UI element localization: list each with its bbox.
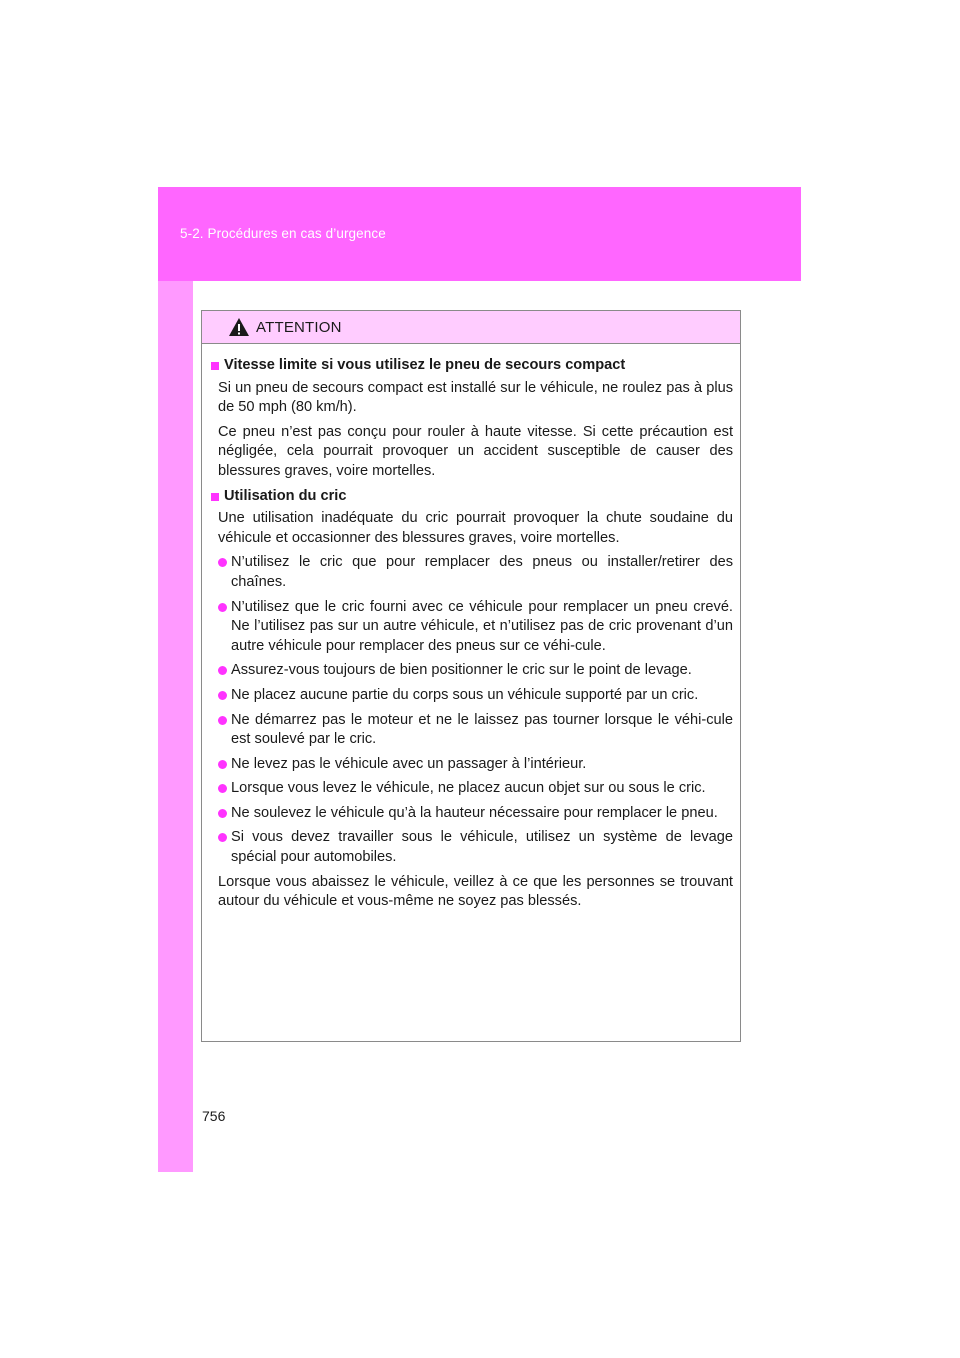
paragraph: Une utilisation inadéquate du cric pourrait provoquer la chute soudaine du véhicule et occasionner des blessures graves, voire mortelles. [218,510,733,546]
list-item-text: N’utilisez que le cric fourni avec ce véhicule pour remplacer un pneu crevé. Ne l’utilisez pas sur un autre véhicule, et n’utilisez pas de cric provenant d’un autre véhicule pour remplacer des pneus sur ce véhi-cule. [231,598,733,654]
caution-header [202,311,740,344]
list-item [211,661,733,681]
side-margin-band [158,281,193,1172]
warning-icon [228,317,250,337]
page-number: 756 [202,1108,226,1124]
list-item [211,711,733,750]
list-item [211,804,733,824]
list-item-text: Lorsque vous levez le véhicule, ne placez aucun objet sur ou sous le cric. [231,780,706,797]
circle-bullet-icon [218,784,227,793]
circle-bullet-icon [218,666,227,675]
list-item [211,686,733,706]
section-heading [211,487,733,507]
section-heading [211,356,733,376]
paragraph: Lorsque vous abaissez le véhicule, veillez à ce que les personnes se trouvant autour du véhicule et vous-même ne soyez pas blessés. [218,873,733,910]
list-item [211,779,733,799]
circle-bullet-icon [218,691,227,700]
circle-bullet-icon [218,809,227,818]
circle-bullet-icon [218,833,227,842]
caution-label: ATTENTION [256,318,342,336]
list-item-text: Ne démarrez pas le moteur et ne le laissez pas tourner lorsque le véhi-cule est soulevé par le cric. [231,711,733,748]
square-bullet-icon [211,362,219,370]
paragraph: Si un pneu de secours compact est installé sur le véhicule, ne roulez pas à plus de 50 mph (80 km/h). [218,379,733,416]
list-item [211,755,733,775]
list-item [211,598,733,657]
list-item [211,828,733,867]
heading-text: Utilisation du cric [224,487,347,504]
list-item-text: Ne soulevez le véhicule qu’à la hauteur nécessaire pour remplacer le pneu. [231,804,718,821]
caution-body [202,344,740,912]
circle-bullet-icon [218,558,227,567]
caution-box [201,310,741,1042]
paragraph: Ce pneu n’est pas conçu pour rouler à haute vitesse. Si cette précaution est négligée, cela pourrait provoquer un accident susceptible de causer des blessures graves, voire mortelles. [218,423,733,479]
circle-bullet-icon [218,716,227,725]
list-item-text: Si vous devez travailler sous le véhicule, utilisez un système de levage spécial pour automobiles. [231,829,733,866]
circle-bullet-icon [218,760,227,769]
list-item-text: Ne levez pas le véhicule avec un passager à l’intérieur. [231,755,587,772]
list-item-text: Ne placez aucune partie du corps sous un véhicule supporté par un cric. [231,686,699,703]
square-bullet-icon [211,493,219,501]
list-item [211,553,733,592]
list-item-text: Assurez-vous toujours de bien positionner le cric sur le point de levage. [231,662,692,679]
heading-text: Vitesse limite si vous utilisez le pneu de secours compact [224,357,626,373]
section-title: 5-2. Procédures en cas d’urgence [180,226,386,241]
list-item-text: N’utilisez le cric que pour remplacer des pneus ou installer/retirer des chaînes. [231,554,733,590]
circle-bullet-icon [218,603,227,612]
